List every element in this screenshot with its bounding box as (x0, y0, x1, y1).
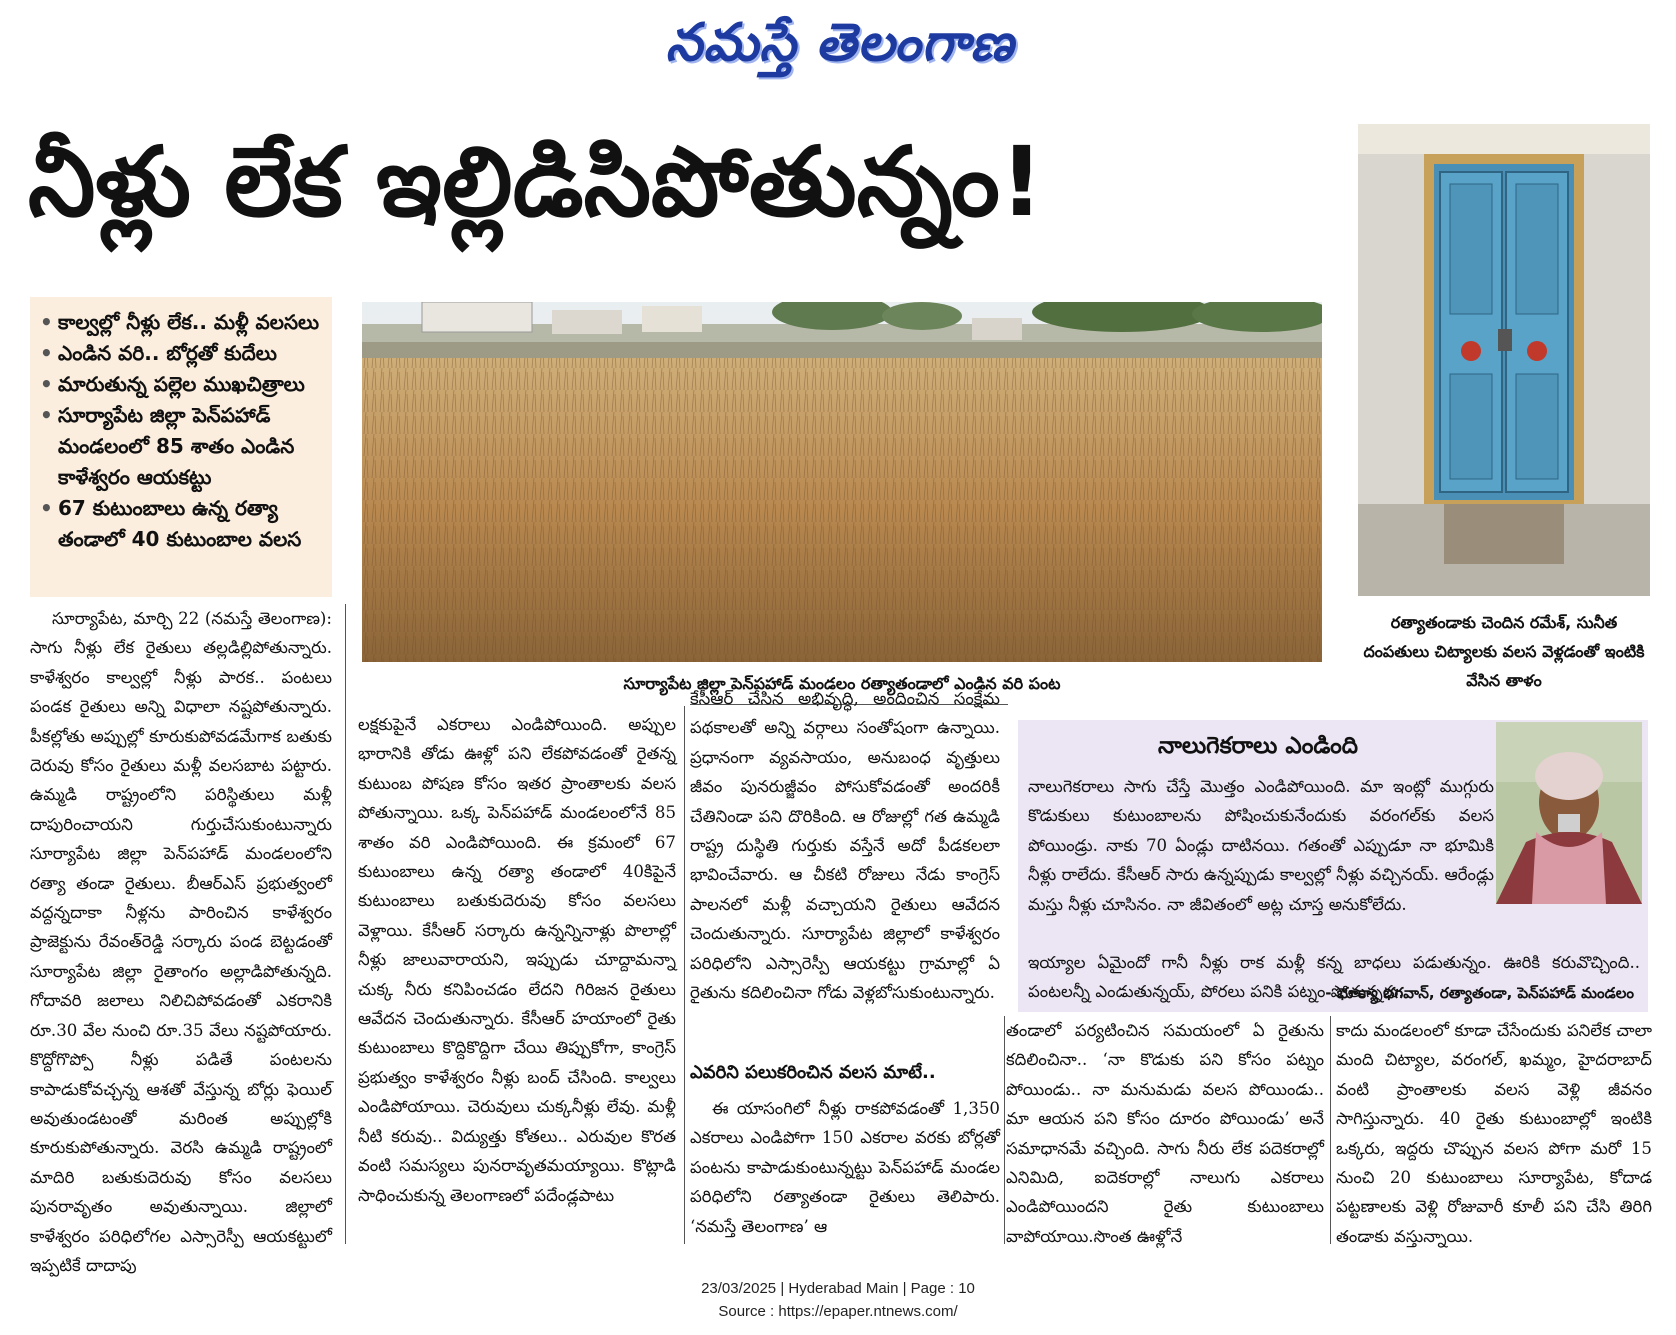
column-rule (345, 604, 346, 1244)
dry-paddy-field-photo (362, 302, 1322, 662)
highlight-item: • మారుతున్న పల్లెల ముఖచిత్రాలు (38, 369, 324, 400)
highlight-item: • 67 కుటుంబాలు ఉన్న రత్యా తండాలో 40 కుటుంబాల వలస (38, 493, 324, 555)
page-footer (0, 1277, 1676, 1323)
article-column-1: సూర్యాపేట, మార్చి 22 (నమస్తే తెలంగాణ): సాగు నీళ్లు లేక రైతులు తల్లడిల్లిపోతున్నారు. కాళేశ్వరం కాల్వల్లో నీళ్లు పారక.. పంటలు పండక రైతులు అన్ని విధాలా నష్టపోతున్నారు. పీకల్లోతు అప్పుల్లో కూరుకుపోవడమేగాక బతుకు దెరువు కోసం రైతులు మళ్లీ వలసబాట పట్టారు. ఉమ్మడి రాష్ట్రంలోని పరిస్థితులు మళ్లీ దాపురించాయని గుర్తుచేసుకుంటున్నారు సూర్యాపేట జిల్లా పెన్‌పహాడ్ మండలంలోని రత్యా తండా రైతులు. బీఆర్‌ఎస్ ప్రభుత్వంలో వద్దన్నదాకా నీళ్లను పారించిన కాళేశ్వరం ప్రాజెక్టును రేవంత్‌రెడ్డి సర్కారు పండ బెట్టడంతో సూర్యాపేట జిల్లా రైతాంగం అల్లాడిపోతున్నది. గోదావరి జలాలు నిలిచిపోవడంతో ఎకరానికి రూ.30 వేల నుంచి రూ.35 వేలు నష్టపోయారు. కొద్దోగొప్పో నీళ్లు పడితే పంటలను కాపాడుకోవచ్చన్న ఆశతో వేస్తున్న బోర్లు ఫెయిల్ అవుతుండటంతో మరింత అప్పుల్లోకి కూరుకుపోతున్నారు. వెరసి ఉమ్మడి రాష్ట్రంలో మాదిరి బతుకుదెరువు కోసం వలసలు పునరావృతం అవుతున్నాయి. జిల్లాలో కాళేశ్వరం పరిధిలోగల ఎస్సారెస్పీ ఆయకట్టులో ఇప్పటికే దాదాపు (30, 609, 332, 1275)
highlights-box (30, 297, 332, 597)
farmer-portrait-photo (1496, 722, 1642, 904)
article-column-4: తండాలో పర్యటించిన సమయంలో ఏ రైతును కదిలించినా.. ‘నా కొడుకు పని కోసం పట్నం పోయిండు.. నా మనుమడు వలస పోయిండు.. మా ఆయన పని కోసం దూరం పోయిండు’ అనే సమాధానమే వచ్చింది. సాగు నీరు లేక పదెకరాల్లో ఎనిమిది, ఐదెకరాల్లో నాలుగు ఎకరాలు ఎండిపోయిందని రైతు కుటుంబాలు వాపోయాయి.సొంత ఊళ్లోనే (1006, 1021, 1324, 1246)
photo-caption: సూర్యాపేట జిల్లా పెన్‌పహాడ్ మండలం రత్యాతండాలో ఎండిన వరి పంట (623, 674, 1061, 693)
photo-caption: రత్యాతండాకు చెందిన రమేశ్, సునీత దంపతులు చిట్యాలకు వలస వెళ్లడంతో ఇంటికి వేసిన తాళం (1363, 613, 1645, 690)
highlight-item: • సూర్యాపేట జిల్లా పెన్‌పహాడ్ మండలంలో 85 శాతం ఎండిన కాళేశ్వరం ఆయకట్టు (38, 400, 324, 493)
quote-text: నాలుగెకరాలు సాగు చేస్తే మొత్తం ఎండిపోయింది. మా ఇంట్లో ముగ్గురు కొడుకులు కుటుంబాలను పోషించుకునేందుకు వరంగల్‌కు వలస పోయిండ్రు. నాకు 70 ఏండ్లు దాటినయి. గతంతో ఎప్పుడూ నా భూమికి నీళ్లు రాలేదు. కేసీఆర్ సారు ఉన్నప్పుడు కాల్వల్లో నీళ్లు వచ్చినయ్. ఆరేండ్లు మస్తు నీళ్లు చూసినం. నా జీవితంలో అట్ల చూస్త అనుకోలేదు. (1028, 777, 1494, 914)
footer-date-edition: 23/03/2025 | Hyderabad Main | Page : 10 (701, 1280, 975, 1297)
quote-title: నాలుగెకరాలు ఎండింది (1158, 733, 1358, 759)
footer-source-link[interactable]: Source : https://epaper.ntnews.com/ (718, 1303, 958, 1320)
locked-door-photo (1358, 124, 1650, 596)
section-subheading: ఎవరిని పలుకరించిన వలస మాటే.. (690, 1062, 936, 1083)
highlight-item: • కాల్వల్లో నీళ్లు లేక.. మళ్లీ వలసలు (38, 307, 324, 338)
column-rule (1004, 1016, 1005, 1244)
highlight-item: • ఎండిన వరి.. బోర్లతో కుదేలు (38, 338, 324, 369)
article-column-5: కాదు మండలంలో కూడా చేసేందుకు పనిలేక చాలా మంది చిట్యాల, వరంగల్, ఖమ్మం, హైదరాబాద్ వంటి ప్రాంతాలకు వలస వెళ్లి జీవనం సాగిస్తున్నారు. 40 రైతు కుటుంబాల్లో ఇంటికి ఒక్కరు, ఇద్దరు చొప్పున వలస పోగా మరో 15 నుంచి 20 కుటుంబాలు సూర్యాపేట, కోదాడ పట్టణాలకు వెళ్లి రోజువారీ కూలీ పని చేసి తిరిగి తండాకు వస్తున్నాయి. (1336, 1021, 1652, 1246)
column-rule (1330, 1016, 1331, 1244)
headline: నీళ్లు లేక ఇల్లిడిసిపోతున్నం! (28, 126, 1044, 238)
article-column-3-continued: ఈ యాసంగిలో నీళ్లు రాకపోవడంతో 1,350 ఎకరాలు ఎండిపోగా 150 ఎకరాల వరకు బోర్లతో పంటను కాపాడుకుంటున్నట్టు పెన్‌పహాడ్ మండల పరిధిలోని రత్యాతండా రైతులు తెలిపారు. ‘నమస్తే తెలంగాణ’ ఆ (690, 1099, 1000, 1236)
article-column-2: లక్షకుపైనే ఎకరాలు ఎండిపోయింది. అప్పుల భారానికి తోడు ఊళ్లో పని లేకపోవడంతో రైతన్న కుటుంబ పోషణ కోసం ఇతర ప్రాంతాలకు వలస పోతున్నాయి. ఒక్క పెన్‌పహాడ్ మండలంలోనే 85 శాతం వరి ఎండిపోయింది. ఈ క్రమంలో 67 కుటుంబాలు ఉన్న రత్యా తండాలో 40కిపైనే కుటుంబాలు బతుకుదెరువు కోసం వలసలు వెళ్లాయి. కేసీఆర్ సర్కారు ఉన్నన్నినాళ్లు పొలాల్లో నీళ్లు జాలువారాయని, ఇప్పుడు చూద్దామన్నా చుక్క నీరు కనిపించడం లేదని గిరిజన రైతులు ఆవేదన చెందుతున్నారు. కేసీఆర్ హయాంలో రైతు కుటుంబాలు కొద్దికొద్దిగా చేయి తిప్పుకోగా, కాంగ్రెస్ ప్రభుత్వం కాళేశ్వరం నీళ్లు బంద్ చేసింది. కాల్వలు ఎండిపోయాయి. చెరువులు చుక్కనీళ్లు లేవు. మళ్లీ నీటి కరువు.. విద్యుత్తు కోతలు.. ఎరువుల కొరత వంటి సమస్యలు పునరావృతమయ్యాయి. కొట్లాడి సాధించుకున్న తెలంగాణలో పదేండ్లపాటు (358, 715, 676, 1205)
quote-text-continued: ఇయ్యాల ఏమైందో గానీ నీళ్లు రాక మళ్లీ కన్న బాధలు పడుతున్నం. ఊరికి కరువొచ్చింది.. పంటలన్నీ ఎండుతున్నయ్, పోరలు పనికి పట్నం పోతున్నరు. (1028, 953, 1640, 1002)
column-rule (684, 706, 685, 1244)
quote-attribution: - భూక్యా భగవాన్, రత్యాతండా, పెన్‌పహాడ్ మండలం (1325, 984, 1634, 1002)
article-column-3: కేసీఆర్ చేసిన అభివృద్ధి, అందించిన సంక్షేమ పథకాలతో అన్ని వర్గాలు సంతోషంగా ఉన్నాయి. ప్రధానంగా వ్యవసాయం, అనుబంధ వృత్తులు జీవం పునరుజ్జీవం పోసుకోవడంతో అందరికీ చేతినిండా పని దొరికింది. ఆ రోజుల్లో గత ఉమ్మడి రాష్ట్ర దుస్థితి గుర్తుకు వస్తేనే అదో పీడకలలా భావించేవారు. ఆ చీకటి రోజులు నేడు కాంగ్రెస్ పాలనలో మళ్లీ వచ్చాయని రైతులు ఆవేదన చెందుతున్నారు. సూర్యాపేట జిల్లాలో కాళేశ్వరం పరిధిలోని ఎస్సారెస్పీ ఆయకట్టు గ్రామాల్లో ఏ రైతును కదిలించినా గోడు వెళ్లబోసుకుంటున్నారు. (690, 689, 1000, 1003)
newspaper-masthead: నమస్తే తెలంగాణ (665, 12, 1015, 73)
